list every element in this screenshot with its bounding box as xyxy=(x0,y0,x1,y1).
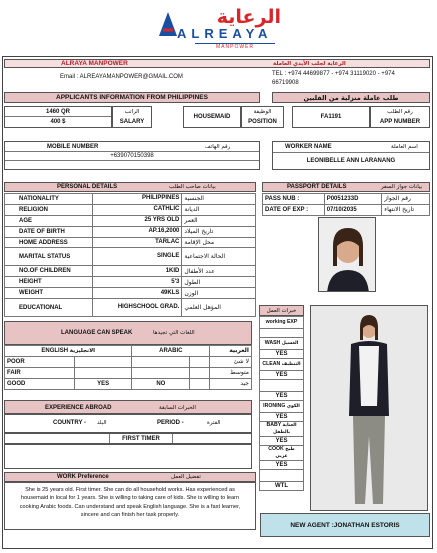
lang-english: ENGLISH الانجليزية xyxy=(5,346,132,357)
personal-label: RELIGION xyxy=(5,204,93,215)
app-number-label: APP NUMBER xyxy=(379,119,421,125)
skill-value: YES xyxy=(260,371,304,380)
personal-value: HIGHSCHOOL GRAD. xyxy=(92,299,182,317)
passport-title-ar: بيانات جواز السفر xyxy=(381,184,423,190)
first-timer: FIRST TIMER xyxy=(122,435,160,442)
skill-value: YES xyxy=(260,437,304,446)
company-name: ALRAYA MANPOWER xyxy=(61,60,128,67)
skill-label: BABY العناية بالطفل xyxy=(260,422,304,437)
language-arabic-value: NO xyxy=(132,378,190,389)
personal-label-ar: المؤهل العلمي xyxy=(182,299,256,317)
skill-label: COOK طبخ عربي xyxy=(260,446,304,461)
personal-label: HEIGHT xyxy=(5,277,93,288)
skill-value: YES xyxy=(260,350,304,359)
personal-label-ar: الديانة xyxy=(182,204,256,215)
personal-label: HOME ADDRESS xyxy=(5,237,93,248)
mobile-value: +639070150398 xyxy=(5,151,259,161)
skill-value: YES xyxy=(260,413,304,422)
country-label-ar: البلد xyxy=(97,420,107,426)
company-tel: TEL : +974 44699877 - +974 31119020 - +974 66719908 xyxy=(272,71,395,86)
language-level: POOR xyxy=(5,356,75,367)
language-title-ar: اللغات التي تجيدها xyxy=(153,330,195,336)
skill-label: IRONING الكوي xyxy=(260,401,304,413)
language-level-ar: جيد xyxy=(210,378,252,389)
salary-label-ar: الراتب xyxy=(124,109,140,115)
skill-label: CLEAN التنظيف xyxy=(260,359,304,371)
personal-value: TARLAC xyxy=(92,237,182,248)
personal-label-ar: محل الإقامة xyxy=(182,237,256,248)
personal-label-ar: الطول xyxy=(182,277,256,288)
logo-emblem xyxy=(157,10,179,38)
passport-label: PASS NUB : xyxy=(263,194,325,205)
personal-value: CATHLIC xyxy=(92,204,182,215)
skill-value: YES xyxy=(260,461,304,470)
personal-value: 5'3 xyxy=(92,277,182,288)
work-pref-text: She is 25 years old. First timer. She can do all household works. Has experienced as housemaid in local for 1 years. She is willing to taking care of kids. She is willing to learn cooking Arabic foods. Can understand and speak English language. She is a fast learner, sincere and can finish her task properly. xyxy=(4,482,256,530)
language-level: GOOD xyxy=(5,378,75,389)
personal-value: 1KID xyxy=(92,266,182,277)
work-pref-title-ar: تفضيل العمل xyxy=(171,474,201,480)
personal-value: PHILIPPINES xyxy=(92,194,182,205)
logo-latin: ALREAYA xyxy=(177,26,273,41)
salary-qr: 1460 QR xyxy=(5,107,111,117)
company-email: Email : ALREAYAMANPOWER@GMAIL.COM xyxy=(60,74,183,80)
skill-label: working EXP xyxy=(260,317,304,329)
work-pref-title: WORK Preference xyxy=(57,474,109,480)
personal-label: DATE OF BIRTH xyxy=(5,226,93,237)
mobile-label-ar: رقم الهاتف xyxy=(205,143,231,150)
logo-arabic: الرعاية xyxy=(216,6,281,28)
salary-usd: 400 $ xyxy=(50,119,66,125)
language-title: LANGUAGE CAN SPEAK xyxy=(61,330,133,336)
app-number-label-ar: رقم الطلب xyxy=(387,109,413,115)
personal-label: EDUCATIONAL xyxy=(5,299,93,317)
period-label: PERIOD - xyxy=(157,420,184,426)
skill-value: WTL xyxy=(260,482,304,491)
personal-title: PERSONAL DETAILS xyxy=(57,184,118,190)
mobile-label: MOBILE NUMBER xyxy=(47,143,99,150)
personal-label: NATIONALITY xyxy=(5,194,93,205)
personal-value: 25 YRS OLD xyxy=(92,215,182,226)
language-level-ar: لا شئ xyxy=(210,356,252,367)
applicants-header: APPLICANTS INFORMATION FROM PHILIPPINES xyxy=(4,92,260,103)
passport-value: 07/10/2035 xyxy=(324,204,382,215)
personal-label-ar: عدد الأطفال xyxy=(182,266,256,277)
experience-title-ar: الخبرات السابقة xyxy=(159,404,196,411)
personal-label: AGE xyxy=(5,215,93,226)
form-border xyxy=(2,56,433,549)
worker-label: WORKER NAME xyxy=(285,143,332,150)
skill-value: YES xyxy=(260,392,304,401)
app-number-value: FA1191 xyxy=(292,106,370,128)
period-label-ar: الفترة xyxy=(207,420,221,426)
lang-arabic: ARABIC xyxy=(132,346,210,357)
personal-label-ar: العمر xyxy=(182,215,256,226)
personal-value: AP.16,2000 xyxy=(92,226,182,237)
passport-label: DATE OF EXP : xyxy=(263,204,325,215)
company-logo xyxy=(155,6,283,50)
passport-value: P0051233D xyxy=(324,194,382,205)
logo-tagline: MANPOWER xyxy=(195,43,275,50)
personal-label-ar: الجنسية xyxy=(182,194,256,205)
language-level: FAIR xyxy=(5,367,75,378)
position-value: HOUSEMAID xyxy=(183,106,241,128)
position-label: POSITION xyxy=(248,119,277,125)
salary-label: SALARY xyxy=(119,119,145,125)
new-agent: NEW AGENT :JONATHAN ESTORIS xyxy=(260,513,430,537)
personal-label-ar: الحالة الاجتماعية xyxy=(182,248,256,266)
personal-title-ar: بيانات صاحب الطلب xyxy=(169,184,216,190)
personal-value: 49KLS xyxy=(92,288,182,299)
language-english-value: YES xyxy=(74,378,132,389)
position-label-ar: الوظيفة xyxy=(253,109,272,115)
country-label: COUNTRY - xyxy=(53,420,86,426)
personal-label: WEIGHT xyxy=(5,288,93,299)
experience-title: EXPERIENCE ABROAD xyxy=(45,404,112,411)
worker-label-ar: اسم العاملة xyxy=(391,143,418,150)
personal-label: NO.OF CHILDREN xyxy=(5,266,93,277)
passport-title: PASSPORT DETAILS xyxy=(287,184,347,190)
personal-label-ar: الوزن xyxy=(182,288,256,299)
skill-label: WASH الغسيل xyxy=(260,338,304,350)
language-level-ar: متوسط xyxy=(210,367,252,378)
applicants-header-ar: طلب عاملة منزلية من الفلبين xyxy=(272,92,430,103)
lang-arabic-ar: العربية xyxy=(210,346,252,357)
company-name-ar: الرعاية لجلب الأيدي العاملة xyxy=(273,61,346,67)
worker-name: LEONIBELLE ANN LARANANG xyxy=(273,152,429,169)
skills-header: خبرات العمل xyxy=(259,305,304,316)
passport-label-ar: رقم الجواز xyxy=(382,194,430,205)
passport-label-ar: تاريخ الانتهاء xyxy=(382,204,430,215)
personal-label: MARITAL STATUS xyxy=(5,248,93,266)
personal-label-ar: تاريخ الميلاد xyxy=(182,226,256,237)
personal-value: SINGLE xyxy=(92,248,182,266)
